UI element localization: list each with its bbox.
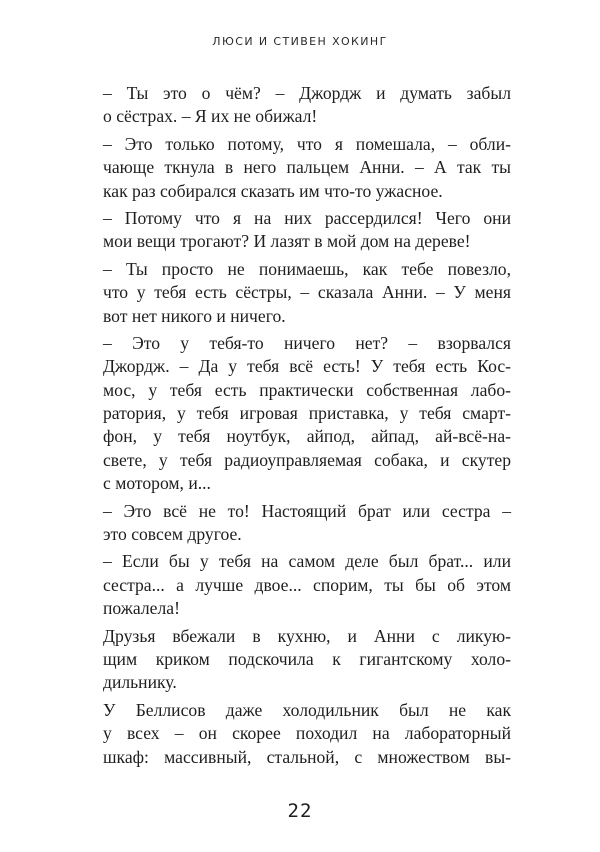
text-line: – Если бы у тебя на самом деле был брат... или	[103, 551, 511, 572]
text-line: У Беллисов даже холодильник был не как	[103, 699, 511, 720]
text-line: что у тебя есть сёстры, – сказала Анни. – У меня	[103, 282, 511, 303]
text-line: о сёстрах. – Я их не обижал!	[103, 106, 318, 127]
text-line: – Это только потому, что я помешала, – обли-	[103, 133, 511, 154]
text-line: – Это у тебя-то ничего нет? – взорвался	[103, 332, 511, 353]
text-line: ратория, у тебя игровая приставка, у тебя смарт-	[103, 403, 511, 424]
text-line: свете, у тебя радиоуправляемая собака, и скутер	[103, 449, 511, 470]
text-line: мои вещи трогают? И лазят в мой дом на дереве!	[103, 231, 471, 252]
page-text	[103, 82, 511, 769]
running-head: ЛЮСИ И СТИВЕН ХОКИНГ	[212, 35, 388, 48]
text-line: сестра... а лучше двое... спорим, ты бы об этом	[103, 574, 511, 595]
text-line: дильнику.	[103, 672, 177, 693]
text-line: как раз собирался сказать им что-то ужасное.	[103, 180, 443, 201]
text-line: – Ты это о чём? – Джордж и думать забыл	[103, 83, 511, 103]
text-line: с мотором, и...	[103, 473, 211, 494]
text-line: фон, у тебя ноутбук, айпод, айпад, ай-всё-на-	[103, 426, 511, 447]
text-line: у всех – он скорее походил на лабораторный	[103, 723, 511, 744]
text-line: Друзья вбежали в кухню, и Анни с ликую-	[103, 625, 511, 646]
text-line: вот нет никого и ничего.	[103, 305, 286, 326]
page-number: 22	[287, 800, 313, 822]
text-line: – Это всё не то! Настоящий брат или сестра –	[103, 500, 511, 521]
text-line: – Ты просто не понимаешь, как тебе повезло,	[103, 258, 511, 279]
text-line: пожалела!	[103, 598, 180, 619]
text-line: чающе ткнула в него пальцем Анни. – А так ты	[103, 157, 511, 178]
text-line: щим криком подскочила к гигантскому холо-	[103, 648, 511, 669]
text-line: – Потому что я на них рассердился! Чего они	[103, 207, 511, 228]
text-line: это совсем другое.	[103, 524, 242, 545]
text-line: шкаф: массивный, стальной, с множеством вы-	[103, 746, 511, 767]
text-line: Джордж. – Да у тебя всё есть! У тебя есть Кос-	[103, 356, 511, 377]
text-line: мос, у тебя есть практически собственная лабо-	[103, 379, 511, 400]
